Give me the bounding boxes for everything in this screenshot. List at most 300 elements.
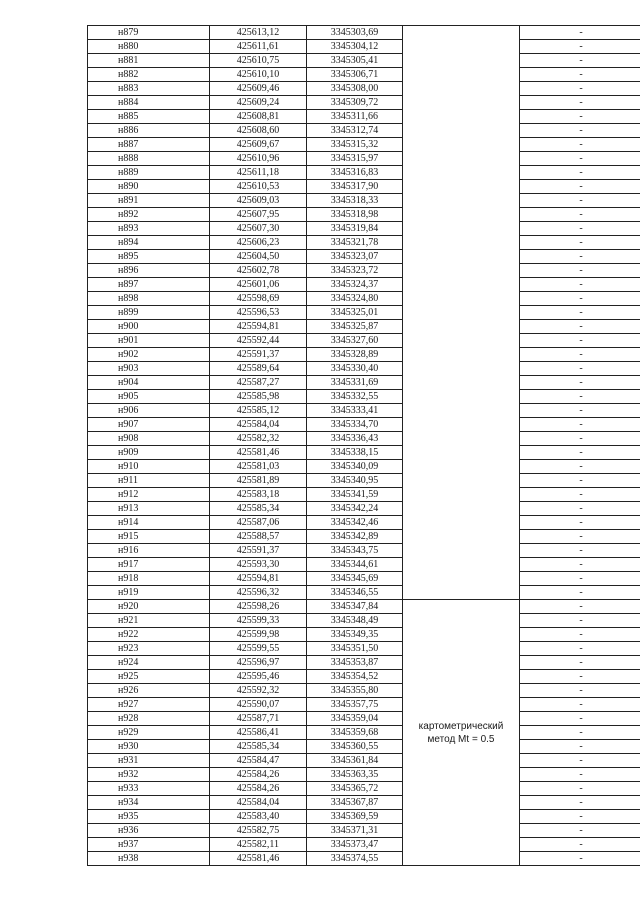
x-coordinate-cell: 425592,32 (210, 684, 307, 698)
y-coordinate-cell: 3345324,80 (307, 292, 403, 306)
description-cell: - (520, 208, 640, 222)
y-coordinate-cell: 3345332,55 (307, 390, 403, 404)
x-coordinate-cell: 425581,89 (210, 474, 307, 488)
y-coordinate-cell: 3345328,89 (307, 348, 403, 362)
table-row (88, 712, 640, 726)
description-cell: - (520, 418, 640, 432)
point-name-cell: н921 (88, 614, 210, 628)
point-name-cell: н919 (88, 586, 210, 600)
table-row (88, 180, 640, 194)
description-cell: - (520, 306, 640, 320)
x-coordinate-cell: 425610,10 (210, 68, 307, 82)
description-cell: - (520, 726, 640, 740)
x-coordinate-cell: 425601,06 (210, 278, 307, 292)
point-name-cell: н901 (88, 334, 210, 348)
x-coordinate-cell: 425604,50 (210, 250, 307, 264)
description-cell: - (520, 348, 640, 362)
point-name-cell: н913 (88, 502, 210, 516)
table-row (88, 96, 640, 110)
table-row (88, 362, 640, 376)
point-name-cell: н899 (88, 306, 210, 320)
description-cell: - (520, 292, 640, 306)
table-row (88, 320, 640, 334)
description-cell: - (520, 838, 640, 852)
y-coordinate-cell: 3345336,43 (307, 432, 403, 446)
table-row (88, 586, 640, 600)
x-coordinate-cell: 425595,46 (210, 670, 307, 684)
y-coordinate-cell: 3345365,72 (307, 782, 403, 796)
table-row (88, 810, 640, 824)
y-coordinate-cell: 3345315,97 (307, 152, 403, 166)
y-coordinate-cell: 3345343,75 (307, 544, 403, 558)
description-cell: - (520, 810, 640, 824)
x-coordinate-cell: 425609,67 (210, 138, 307, 152)
point-name-cell: н892 (88, 208, 210, 222)
x-coordinate-cell: 425598,69 (210, 292, 307, 306)
x-coordinate-cell: 425592,44 (210, 334, 307, 348)
x-coordinate-cell: 425609,03 (210, 194, 307, 208)
description-cell: - (520, 530, 640, 544)
table-row (88, 376, 640, 390)
y-coordinate-cell: 3345359,04 (307, 712, 403, 726)
y-coordinate-cell: 3345325,01 (307, 306, 403, 320)
x-coordinate-cell: 425609,24 (210, 96, 307, 110)
table-row (88, 656, 640, 670)
method-text-line: метод Mt = 0.5 (427, 733, 495, 745)
point-name-cell: н900 (88, 320, 210, 334)
description-cell: - (520, 138, 640, 152)
table-row (88, 670, 640, 684)
description-cell: - (520, 656, 640, 670)
y-coordinate-cell: 3345325,87 (307, 320, 403, 334)
description-cell: - (520, 110, 640, 124)
x-coordinate-cell: 425599,98 (210, 628, 307, 642)
table-row (88, 138, 640, 152)
y-coordinate-cell: 3345342,24 (307, 502, 403, 516)
x-coordinate-cell: 425584,47 (210, 754, 307, 768)
description-cell: - (520, 558, 640, 572)
x-coordinate-cell: 425593,30 (210, 558, 307, 572)
table-row (88, 768, 640, 782)
y-coordinate-cell: 3345303,69 (307, 26, 403, 40)
description-cell: - (520, 404, 640, 418)
x-coordinate-cell: 425607,95 (210, 208, 307, 222)
x-coordinate-cell: 425588,57 (210, 530, 307, 544)
point-name-cell: н886 (88, 124, 210, 138)
x-coordinate-cell: 425590,07 (210, 698, 307, 712)
table-row (88, 782, 640, 796)
table-row (88, 516, 640, 530)
description-cell: - (520, 54, 640, 68)
point-name-cell: н930 (88, 740, 210, 754)
description-cell: - (520, 264, 640, 278)
y-coordinate-cell: 3345309,72 (307, 96, 403, 110)
point-name-cell: н936 (88, 824, 210, 838)
description-cell: - (520, 628, 640, 642)
y-coordinate-cell: 3345346,55 (307, 586, 403, 600)
y-coordinate-cell: 3345342,46 (307, 516, 403, 530)
point-name-cell: н887 (88, 138, 210, 152)
description-cell: - (520, 852, 640, 866)
point-name-cell: н922 (88, 628, 210, 642)
description-cell: - (520, 362, 640, 376)
y-coordinate-cell: 3345359,68 (307, 726, 403, 740)
x-coordinate-cell: 425591,37 (210, 348, 307, 362)
point-name-cell: н882 (88, 68, 210, 82)
x-coordinate-cell: 425581,46 (210, 446, 307, 460)
point-name-cell: н897 (88, 278, 210, 292)
point-name-cell: н923 (88, 642, 210, 656)
table-row (88, 572, 640, 586)
y-coordinate-cell: 3345355,80 (307, 684, 403, 698)
x-coordinate-cell: 425602,78 (210, 264, 307, 278)
point-name-cell: н912 (88, 488, 210, 502)
table-row (88, 796, 640, 810)
description-cell: - (520, 334, 640, 348)
description-cell: - (520, 96, 640, 110)
x-coordinate-cell: 425585,12 (210, 404, 307, 418)
x-coordinate-cell: 425599,33 (210, 614, 307, 628)
point-name-cell: н907 (88, 418, 210, 432)
x-coordinate-cell: 425582,75 (210, 824, 307, 838)
table-row (88, 390, 640, 404)
table-row (88, 600, 640, 614)
description-cell: - (520, 26, 640, 40)
description-cell: - (520, 166, 640, 180)
point-name-cell: н928 (88, 712, 210, 726)
x-coordinate-cell: 425608,81 (210, 110, 307, 124)
y-coordinate-cell: 3345373,47 (307, 838, 403, 852)
point-name-cell: н880 (88, 40, 210, 54)
point-name-cell: н902 (88, 348, 210, 362)
y-coordinate-cell: 3345304,12 (307, 40, 403, 54)
x-coordinate-cell: 425587,06 (210, 516, 307, 530)
point-name-cell: н918 (88, 572, 210, 586)
method-cell (403, 600, 520, 866)
point-name-cell: н898 (88, 292, 210, 306)
point-name-cell: н888 (88, 152, 210, 166)
x-coordinate-cell: 425583,18 (210, 488, 307, 502)
description-cell: - (520, 278, 640, 292)
point-name-cell: н883 (88, 82, 210, 96)
y-coordinate-cell: 3345357,75 (307, 698, 403, 712)
point-name-cell: н916 (88, 544, 210, 558)
x-coordinate-cell: 425584,04 (210, 796, 307, 810)
table-row (88, 446, 640, 460)
point-name-cell: н905 (88, 390, 210, 404)
y-coordinate-cell: 3345317,90 (307, 180, 403, 194)
x-coordinate-cell: 425594,81 (210, 320, 307, 334)
description-cell: - (520, 614, 640, 628)
description-cell: - (520, 740, 640, 754)
y-coordinate-cell: 3345311,66 (307, 110, 403, 124)
point-name-cell: н884 (88, 96, 210, 110)
description-cell: - (520, 82, 640, 96)
x-coordinate-cell: 425585,34 (210, 740, 307, 754)
x-coordinate-cell: 425581,46 (210, 852, 307, 866)
table-row (88, 838, 640, 852)
table-row (88, 292, 640, 306)
description-cell: - (520, 670, 640, 684)
description-cell: - (520, 432, 640, 446)
description-cell: - (520, 68, 640, 82)
table-row (88, 684, 640, 698)
x-coordinate-cell: 425584,26 (210, 782, 307, 796)
y-coordinate-cell: 3345315,32 (307, 138, 403, 152)
table-row (88, 404, 640, 418)
y-coordinate-cell: 3345348,49 (307, 614, 403, 628)
y-coordinate-cell: 3345331,69 (307, 376, 403, 390)
x-coordinate-cell: 425596,32 (210, 586, 307, 600)
y-coordinate-cell: 3345319,84 (307, 222, 403, 236)
table-row (88, 530, 640, 544)
table-row (88, 642, 640, 656)
table-row (88, 68, 640, 82)
y-coordinate-cell: 3345305,41 (307, 54, 403, 68)
table-row (88, 236, 640, 250)
description-cell: - (520, 642, 640, 656)
y-coordinate-cell: 3345321,78 (307, 236, 403, 250)
x-coordinate-cell: 425582,32 (210, 432, 307, 446)
point-name-cell: н926 (88, 684, 210, 698)
table-row (88, 754, 640, 768)
table-row (88, 348, 640, 362)
y-coordinate-cell: 3345333,41 (307, 404, 403, 418)
table-row (88, 824, 640, 838)
coordinates-table-body (88, 26, 640, 866)
y-coordinate-cell: 3345312,74 (307, 124, 403, 138)
x-coordinate-cell: 425591,37 (210, 544, 307, 558)
point-name-cell: н914 (88, 516, 210, 530)
table-row (88, 194, 640, 208)
y-coordinate-cell: 3345308,00 (307, 82, 403, 96)
description-cell: - (520, 488, 640, 502)
y-coordinate-cell: 3345344,61 (307, 558, 403, 572)
table-row (88, 628, 640, 642)
description-cell: - (520, 586, 640, 600)
description-cell: - (520, 460, 640, 474)
table-row (88, 726, 640, 740)
description-cell: - (520, 446, 640, 460)
table-row (88, 418, 640, 432)
y-coordinate-cell: 3345318,33 (307, 194, 403, 208)
point-name-cell: н890 (88, 180, 210, 194)
x-coordinate-cell: 425584,26 (210, 768, 307, 782)
point-name-cell: н931 (88, 754, 210, 768)
table-row (88, 544, 640, 558)
point-name-cell: н894 (88, 236, 210, 250)
table-row (88, 264, 640, 278)
y-coordinate-cell: 3345371,31 (307, 824, 403, 838)
table-row (88, 698, 640, 712)
point-name-cell: н909 (88, 446, 210, 460)
method-text-line: картометрический (418, 720, 504, 732)
x-coordinate-cell: 425596,53 (210, 306, 307, 320)
table-row (88, 306, 640, 320)
description-cell: - (520, 544, 640, 558)
y-coordinate-cell: 3345353,87 (307, 656, 403, 670)
point-name-cell: н910 (88, 460, 210, 474)
x-coordinate-cell: 425613,12 (210, 26, 307, 40)
y-coordinate-cell: 3345327,60 (307, 334, 403, 348)
y-coordinate-cell: 3345342,89 (307, 530, 403, 544)
point-name-cell: н937 (88, 838, 210, 852)
y-coordinate-cell: 3345340,09 (307, 460, 403, 474)
y-coordinate-cell: 3345360,55 (307, 740, 403, 754)
point-name-cell: н933 (88, 782, 210, 796)
x-coordinate-cell: 425581,03 (210, 460, 307, 474)
x-coordinate-cell: 425587,27 (210, 376, 307, 390)
y-coordinate-cell: 3345323,72 (307, 264, 403, 278)
point-name-cell: н927 (88, 698, 210, 712)
point-name-cell: н906 (88, 404, 210, 418)
description-cell: - (520, 152, 640, 166)
point-name-cell: н932 (88, 768, 210, 782)
y-coordinate-cell: 3345306,71 (307, 68, 403, 82)
table-row (88, 208, 640, 222)
table-row (88, 152, 640, 166)
y-coordinate-cell: 3345323,07 (307, 250, 403, 264)
description-cell: - (520, 712, 640, 726)
description-cell: - (520, 320, 640, 334)
x-coordinate-cell: 425609,46 (210, 82, 307, 96)
description-cell: - (520, 236, 640, 250)
point-name-cell: н924 (88, 656, 210, 670)
point-name-cell: н885 (88, 110, 210, 124)
table-row (88, 166, 640, 180)
y-coordinate-cell: 3345318,98 (307, 208, 403, 222)
table-row (88, 614, 640, 628)
y-coordinate-cell: 3345354,52 (307, 670, 403, 684)
description-cell: - (520, 516, 640, 530)
point-name-cell: н889 (88, 166, 210, 180)
point-name-cell: н896 (88, 264, 210, 278)
description-cell: - (520, 124, 640, 138)
description-cell: - (520, 376, 640, 390)
description-cell: - (520, 698, 640, 712)
table-row (88, 334, 640, 348)
x-coordinate-cell: 425611,61 (210, 40, 307, 54)
table-row (88, 26, 640, 40)
x-coordinate-cell: 425608,60 (210, 124, 307, 138)
x-coordinate-cell: 425585,98 (210, 390, 307, 404)
point-name-cell: н903 (88, 362, 210, 376)
y-coordinate-cell: 3345341,59 (307, 488, 403, 502)
x-coordinate-cell: 425596,97 (210, 656, 307, 670)
description-cell: - (520, 194, 640, 208)
y-coordinate-cell: 3345330,40 (307, 362, 403, 376)
point-name-cell: н925 (88, 670, 210, 684)
point-name-cell: н879 (88, 26, 210, 40)
point-name-cell: н929 (88, 726, 210, 740)
x-coordinate-cell: 425582,11 (210, 838, 307, 852)
point-name-cell: н935 (88, 810, 210, 824)
table-row (88, 474, 640, 488)
x-coordinate-cell: 425607,30 (210, 222, 307, 236)
point-name-cell: н920 (88, 600, 210, 614)
table-row (88, 250, 640, 264)
coordinates-table (87, 25, 640, 866)
y-coordinate-cell: 3345349,35 (307, 628, 403, 642)
x-coordinate-cell: 425610,53 (210, 180, 307, 194)
table-row (88, 124, 640, 138)
point-name-cell: н904 (88, 376, 210, 390)
description-cell: - (520, 754, 640, 768)
table-row (88, 54, 640, 68)
description-cell: - (520, 782, 640, 796)
y-coordinate-cell: 3345324,37 (307, 278, 403, 292)
point-name-cell: н938 (88, 852, 210, 866)
y-coordinate-cell: 3345361,84 (307, 754, 403, 768)
table-row (88, 110, 640, 124)
point-name-cell: н915 (88, 530, 210, 544)
x-coordinate-cell: 425599,55 (210, 642, 307, 656)
point-name-cell: н881 (88, 54, 210, 68)
description-cell: - (520, 502, 640, 516)
y-coordinate-cell: 3345347,84 (307, 600, 403, 614)
y-coordinate-cell: 3345367,87 (307, 796, 403, 810)
x-coordinate-cell: 425610,96 (210, 152, 307, 166)
table-row (88, 502, 640, 516)
description-cell: - (520, 390, 640, 404)
description-cell: - (520, 684, 640, 698)
y-coordinate-cell: 3345374,55 (307, 852, 403, 866)
table-row (88, 558, 640, 572)
description-cell: - (520, 600, 640, 614)
x-coordinate-cell: 425589,64 (210, 362, 307, 376)
x-coordinate-cell: 425606,23 (210, 236, 307, 250)
x-coordinate-cell: 425598,26 (210, 600, 307, 614)
point-name-cell: н934 (88, 796, 210, 810)
y-coordinate-cell: 3345340,95 (307, 474, 403, 488)
description-cell: - (520, 474, 640, 488)
x-coordinate-cell: 425585,34 (210, 502, 307, 516)
description-cell: - (520, 824, 640, 838)
y-coordinate-cell: 3345369,59 (307, 810, 403, 824)
table-row (88, 488, 640, 502)
description-cell: - (520, 250, 640, 264)
table-row (88, 740, 640, 754)
point-name-cell: н911 (88, 474, 210, 488)
point-name-cell: н895 (88, 250, 210, 264)
y-coordinate-cell: 3345338,15 (307, 446, 403, 460)
point-name-cell: н891 (88, 194, 210, 208)
x-coordinate-cell: 425584,04 (210, 418, 307, 432)
x-coordinate-cell: 425583,40 (210, 810, 307, 824)
point-name-cell: н917 (88, 558, 210, 572)
table-row (88, 460, 640, 474)
x-coordinate-cell: 425610,75 (210, 54, 307, 68)
description-cell: - (520, 768, 640, 782)
table-row (88, 278, 640, 292)
y-coordinate-cell: 3345334,70 (307, 418, 403, 432)
y-coordinate-cell: 3345345,69 (307, 572, 403, 586)
x-coordinate-cell: 425611,18 (210, 166, 307, 180)
description-cell: - (520, 222, 640, 236)
x-coordinate-cell: 425586,41 (210, 726, 307, 740)
table-row (88, 432, 640, 446)
table-row (88, 40, 640, 54)
table-row (88, 82, 640, 96)
method-cell-empty (403, 26, 520, 600)
y-coordinate-cell: 3345363,35 (307, 768, 403, 782)
table-row (88, 852, 640, 866)
point-name-cell: н908 (88, 432, 210, 446)
description-cell: - (520, 572, 640, 586)
description-cell: - (520, 40, 640, 54)
x-coordinate-cell: 425594,81 (210, 572, 307, 586)
y-coordinate-cell: 3345351,50 (307, 642, 403, 656)
